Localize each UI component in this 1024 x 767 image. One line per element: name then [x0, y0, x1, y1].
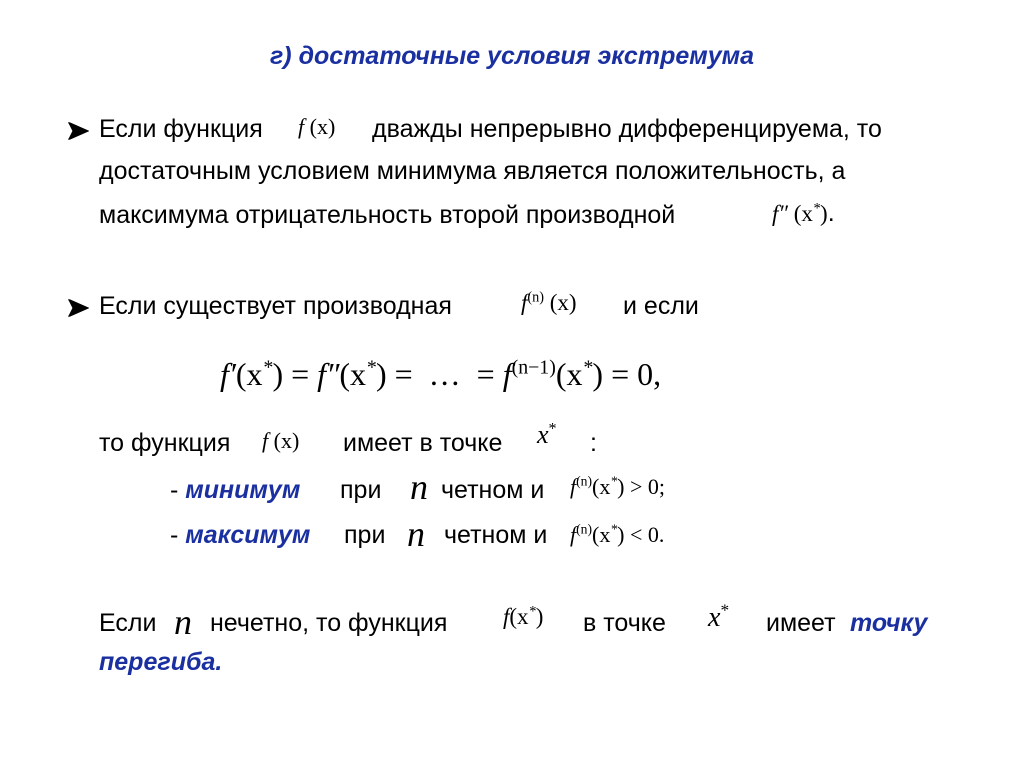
then-colon: :: [590, 429, 597, 457]
arrow-bullet-icon: [67, 297, 89, 319]
derivatives-equation: f′(x*) = f″(x*) = … = $f^{(n-1)}(x^*) = 0$,: [220, 356, 662, 392]
second-derivative-formula: f″ (x*).: [772, 199, 835, 227]
para1-line1-start: Если функция: [99, 115, 263, 143]
case-min-even: четном и: [441, 476, 545, 504]
n-symbol: n: [407, 514, 425, 554]
n-symbol: n: [174, 602, 192, 642]
case-min: - минимум: [170, 476, 301, 504]
max-condition-formula: $f^{(n)}(x^*) < 0$.: [570, 521, 665, 547]
min-condition-formula: $f^{(n)}(x^*) > 0$;: [570, 473, 666, 499]
inflection-word-2: перегиба.: [99, 648, 223, 676]
case-max-at: при: [344, 521, 386, 549]
f-of-x-star-formula: f(x*): [503, 603, 544, 629]
maximum-label: максимум: [185, 521, 311, 549]
odd-has: имеет: [766, 609, 836, 637]
minimum-label: минимум: [185, 476, 301, 504]
para1-line3: максимума отрицательность второй производной: [99, 201, 676, 229]
odd-text: нечетно, то функция: [210, 609, 448, 637]
arrow-bullet-icon: [67, 120, 89, 142]
para1-line1-end: дважды непрерывно дифференцируема, то: [372, 115, 882, 143]
inflection-word-1: точку: [850, 609, 928, 637]
odd-lead: Если: [99, 609, 157, 637]
odd-point-text: в точке: [583, 609, 666, 637]
slide-title: г) достаточные условия экстремума: [269, 42, 755, 70]
f-of-x-formula: f (x): [298, 114, 336, 139]
then-point-text: имеет в точке: [343, 429, 503, 457]
case-min-at: при: [340, 476, 382, 504]
case-max: - максимум: [170, 521, 311, 549]
n-symbol: n: [410, 467, 428, 507]
case-max-even: четном и: [444, 521, 548, 549]
x-star-symbol: x*: [537, 420, 557, 449]
para1-line2: достаточным условием минимума является положительность, а: [99, 157, 846, 185]
f-of-x-formula: f (x): [262, 428, 300, 453]
then-text: то функция: [99, 429, 231, 457]
nth-derivative-formula: $f^{(n)}$ (x): [521, 289, 577, 315]
para2-text: Если существует производная: [99, 292, 452, 320]
para2-tail: и если: [623, 292, 699, 320]
x-star-symbol: x*: [708, 600, 730, 633]
